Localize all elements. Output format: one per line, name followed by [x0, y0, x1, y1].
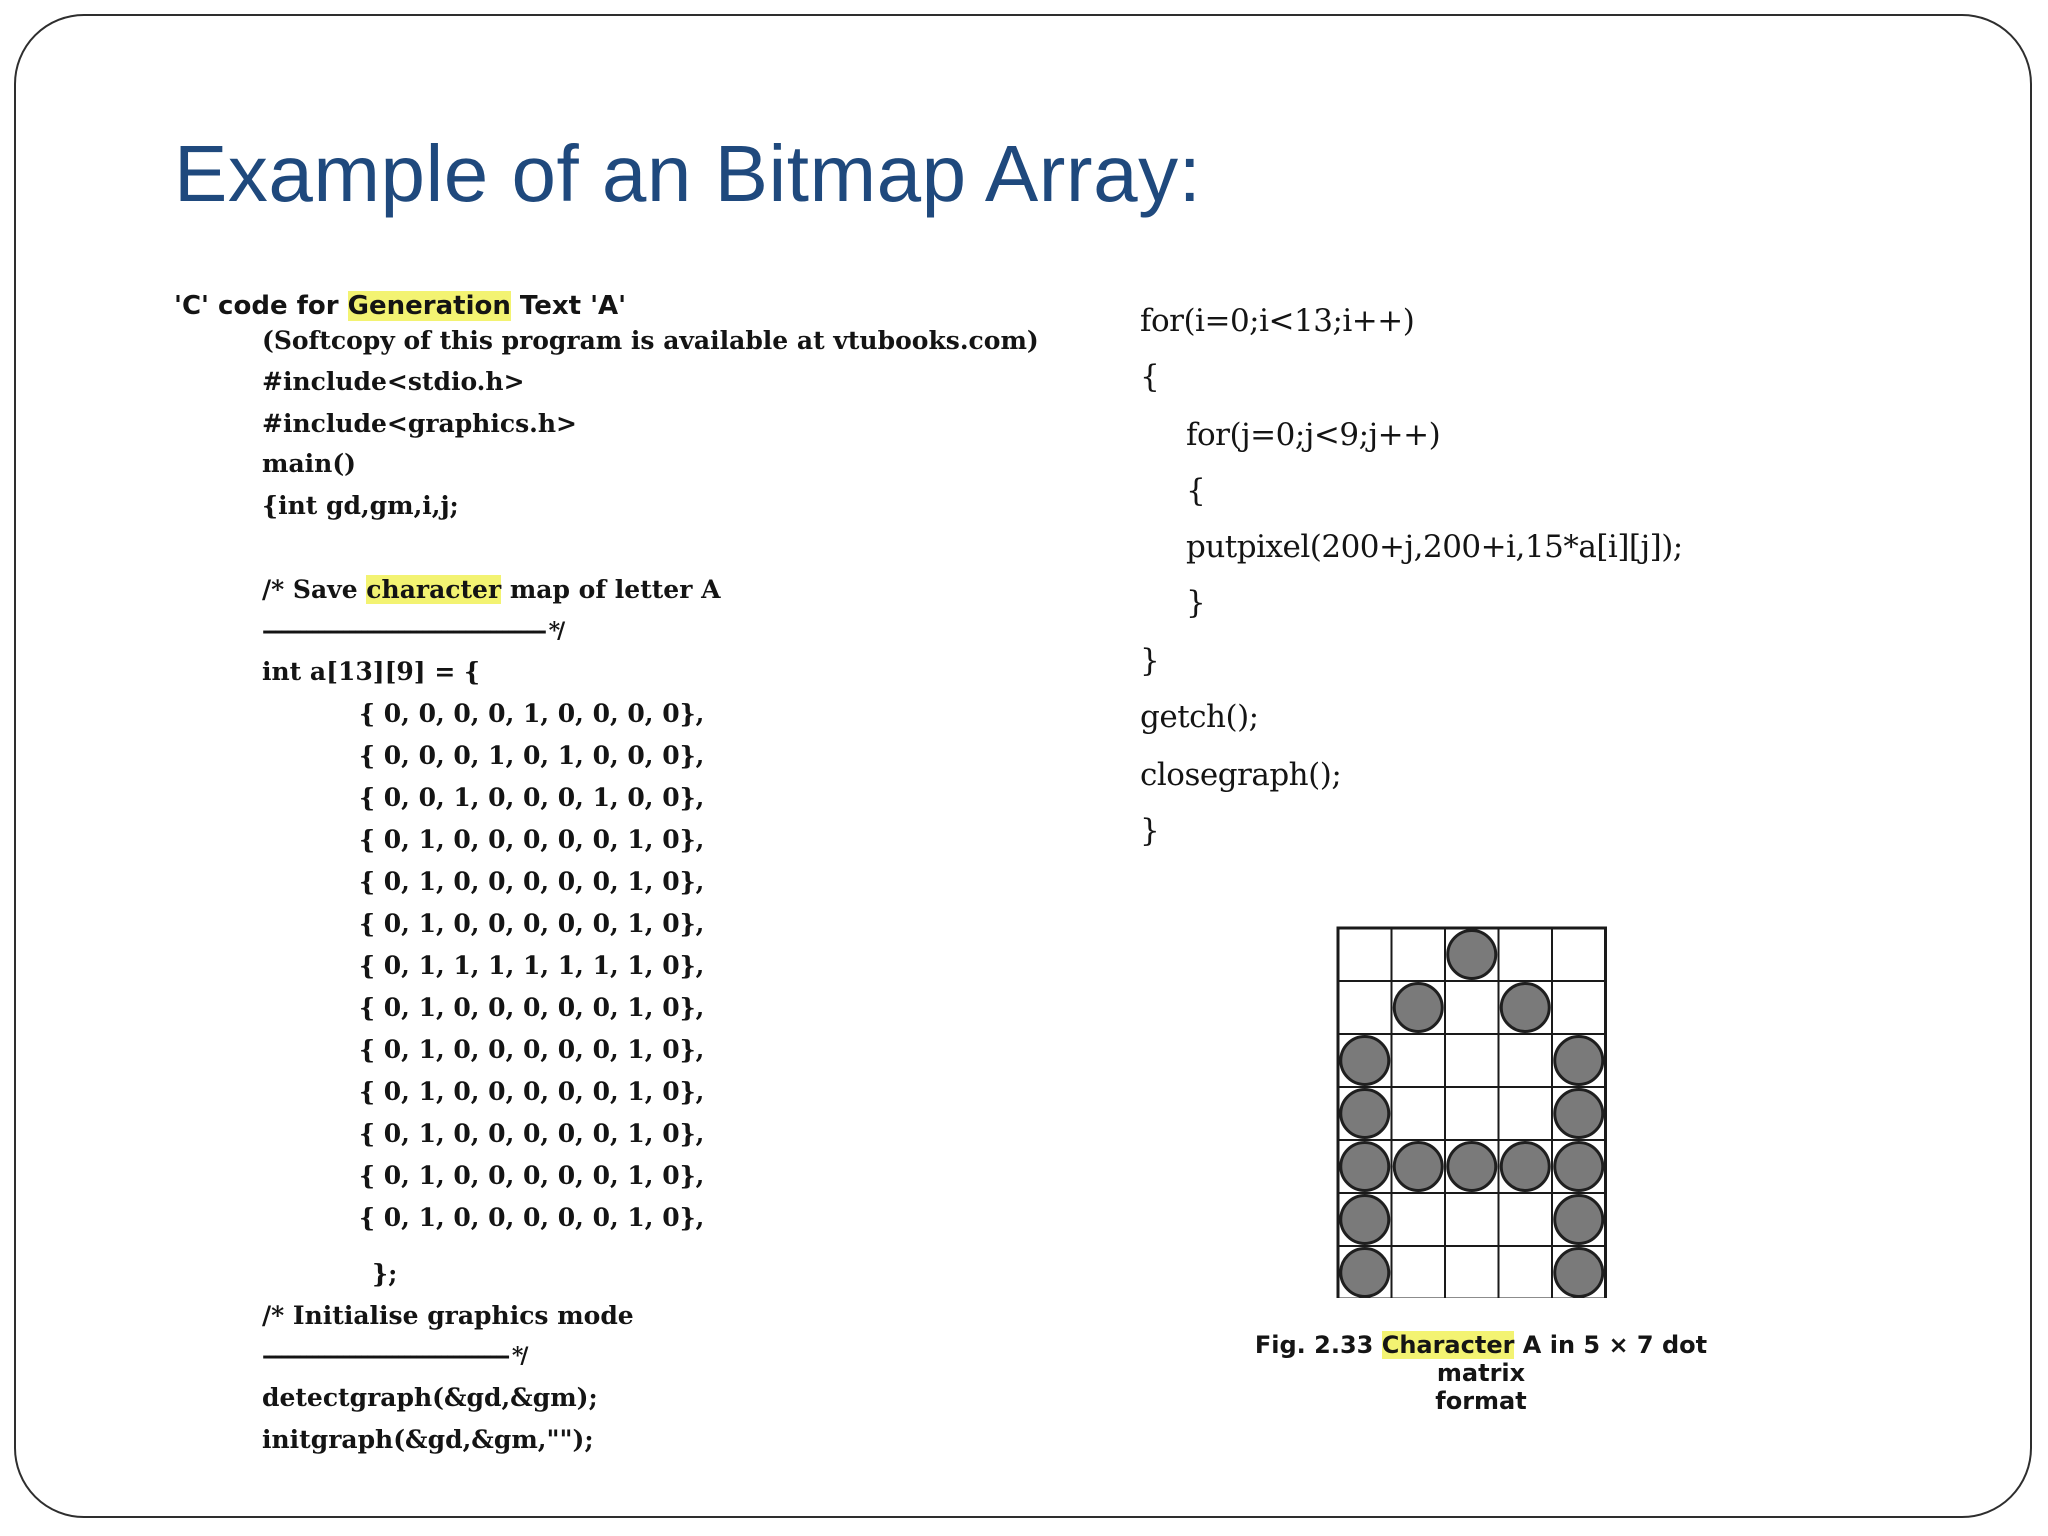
comment-save-highlight: character [366, 575, 502, 604]
array-row: { 0, 1, 0, 0, 0, 0, 0, 1, 0}, [359, 825, 705, 854]
matrix-dot [1501, 984, 1549, 1032]
array-declaration: int a[13][9] = { [262, 657, 481, 686]
matrix-dot [1555, 1249, 1603, 1297]
figure-caption [1216, 1331, 1746, 1415]
figure-caption-line2: format [1435, 1387, 1527, 1415]
matrix-dot [1448, 931, 1496, 979]
comment-save-end: ---------------------------------------------- */ [262, 618, 563, 644]
matrix-dot [1448, 1143, 1496, 1191]
array-row: { 0, 1, 0, 0, 0, 0, 0, 1, 0}, [359, 1035, 705, 1064]
close-brace-outer: } [1140, 643, 1160, 679]
for-i-loop: for(i=0;i<13;i++) [1140, 303, 1415, 339]
matrix-dot [1394, 984, 1442, 1032]
detectgraph-call: detectgraph(&gd,&gm); [262, 1383, 598, 1412]
array-row: { 0, 1, 0, 0, 0, 0, 0, 1, 0}, [359, 909, 705, 938]
putpixel-call: putpixel(200+j,200+i,15*a[i][j]); [1186, 529, 1683, 565]
code-heading-highlight: Generation [347, 291, 511, 321]
comment-init-end: ---------------------------------------- */ [262, 1343, 526, 1369]
array-close: }; [372, 1259, 398, 1288]
matrix-dot [1501, 1143, 1549, 1191]
array-row: { 0, 1, 1, 1, 1, 1, 1, 1, 0}, [359, 951, 705, 980]
closegraph-call: closegraph(); [1140, 757, 1342, 793]
dot-matrix-figure [1336, 926, 1612, 1298]
slide-title: Example of an Bitmap Array: [174, 129, 1202, 218]
open-brace-inner: { [1186, 473, 1206, 509]
array-row: { 0, 0, 0, 1, 0, 1, 0, 0, 0}, [359, 741, 705, 770]
matrix-dot [1341, 1249, 1389, 1297]
comment-save-prefix: /* Save [262, 575, 367, 604]
for-j-loop: for(j=0;j<9;j++) [1186, 417, 1441, 453]
array-row: { 0, 0, 0, 0, 1, 0, 0, 0, 0}, [359, 699, 705, 728]
include-stdio: #include<stdio.h> [262, 367, 525, 396]
array-row: { 0, 1, 0, 0, 0, 0, 0, 1, 0}, [359, 1161, 705, 1190]
softcopy-note: (Softcopy of this program is available at vtubooks.com) [262, 326, 1039, 355]
code-heading-suffix: Text 'A' [510, 291, 627, 321]
array-row: { 0, 1, 0, 0, 0, 0, 0, 1, 0}, [359, 867, 705, 896]
matrix-dot [1555, 1090, 1603, 1138]
close-brace-inner: } [1186, 585, 1206, 621]
matrix-dot [1341, 1090, 1389, 1138]
array-row: { 0, 0, 1, 0, 0, 0, 1, 0, 0}, [359, 783, 705, 812]
array-row: { 0, 1, 0, 0, 0, 0, 0, 1, 0}, [359, 993, 705, 1022]
include-graphics: #include<graphics.h> [262, 409, 577, 438]
close-brace-main: } [1140, 813, 1160, 849]
array-row: { 0, 1, 0, 0, 0, 0, 0, 1, 0}, [359, 1203, 705, 1232]
figure-caption-line1 [1216, 1331, 1746, 1387]
matrix-dot [1341, 1037, 1389, 1085]
array-row: { 0, 1, 0, 0, 0, 0, 0, 1, 0}, [359, 1077, 705, 1106]
matrix-dot [1341, 1196, 1389, 1244]
open-brace-outer: { [1140, 359, 1160, 395]
slide [14, 14, 2032, 1518]
initgraph-call: initgraph(&gd,&gm,""); [262, 1425, 594, 1454]
comment-save-suffix: map of letter A [501, 575, 721, 604]
getch-call: getch(); [1140, 699, 1259, 735]
code-heading-prefix: 'C' code for [174, 291, 348, 321]
matrix-dot [1555, 1143, 1603, 1191]
variable-declaration: {int gd,gm,i,j; [262, 491, 459, 520]
array-row: { 0, 1, 0, 0, 0, 0, 0, 1, 0}, [359, 1119, 705, 1148]
main-function: main() [262, 449, 356, 478]
matrix-dot [1555, 1196, 1603, 1244]
matrix-dot [1394, 1143, 1442, 1191]
code-heading [174, 291, 626, 321]
matrix-dot [1555, 1037, 1603, 1085]
comment-save-map [262, 575, 720, 605]
comment-init-graphics: /* Initialise graphics mode [262, 1301, 634, 1330]
caption-suffix: A in 5 × 7 dot matrix [1436, 1331, 1708, 1387]
caption-prefix: Fig. 2.33 [1254, 1331, 1382, 1359]
matrix-dot [1341, 1143, 1389, 1191]
caption-highlight: Character [1381, 1331, 1515, 1359]
